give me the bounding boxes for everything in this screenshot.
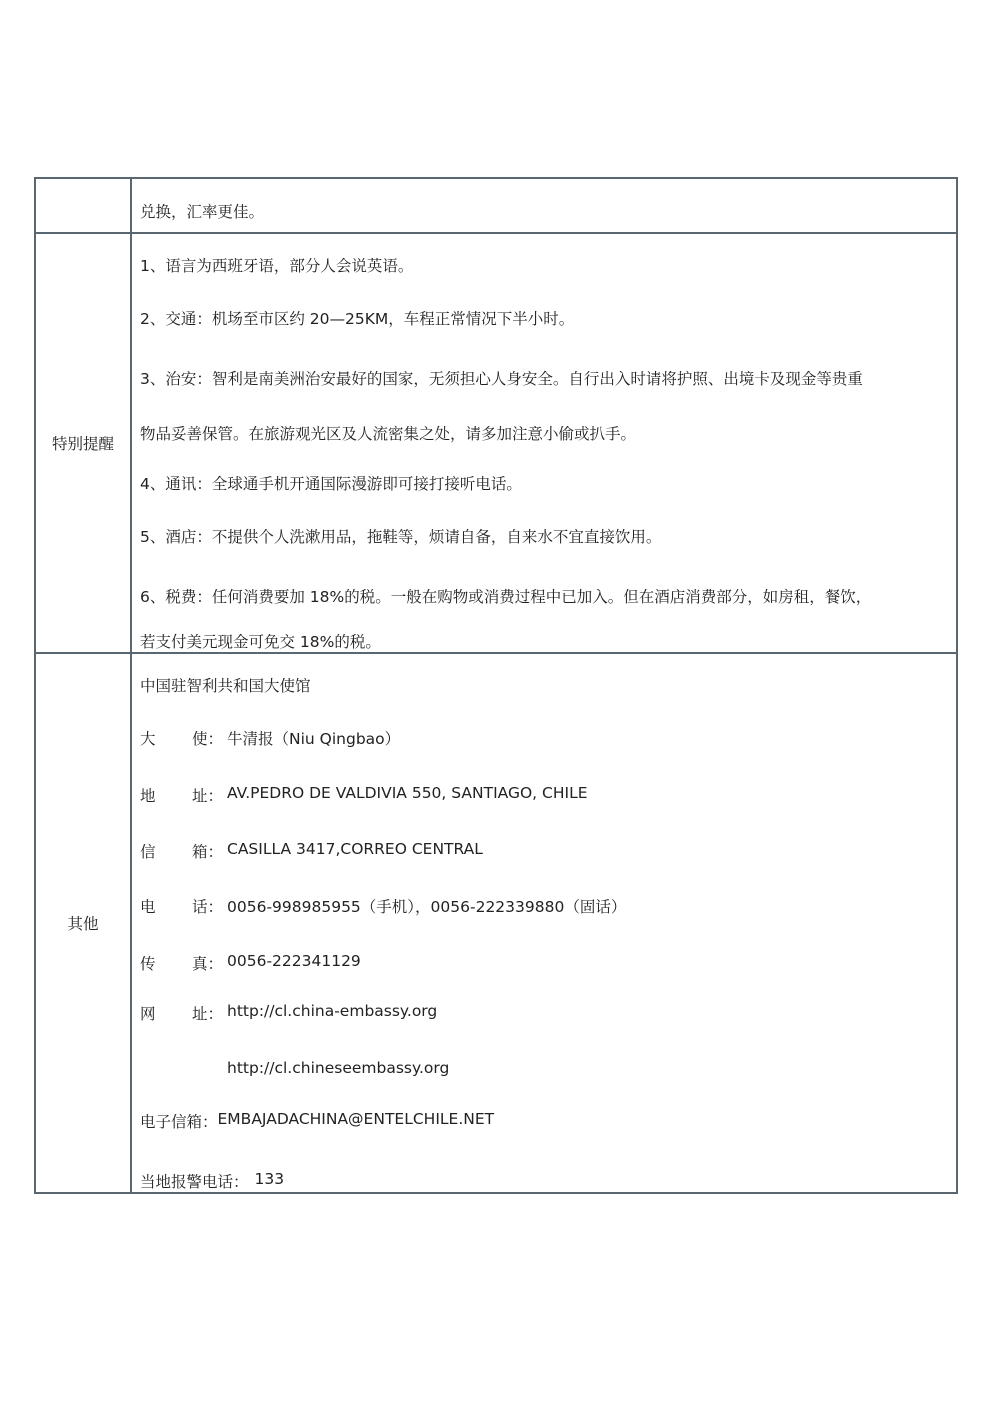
tip-item: 2、交通：机场至市区约 20—25KM，车程正常情况下半小时。 (140, 310, 575, 328)
phone-value: 0056-998985955（手机），0056-222339880（固话） (227, 898, 627, 916)
police-row (140, 1170, 948, 1192)
continuation-row (35, 178, 957, 233)
email-row (140, 1110, 948, 1132)
tip-item: 6、税费：任何消费要加 18%的税。一般在购物或消费过程中已加入。但在酒店消费部分，如房租，餐饮， (140, 588, 872, 606)
mailbox-row (140, 840, 948, 862)
tip-item: 3、治安：智利是南美洲治安最好的国家，无须担心人身安全。自行出入时请将护照、出境卡及现金等贵重 (140, 370, 863, 388)
fax-row (140, 952, 948, 974)
continuation-label (35, 178, 131, 233)
police-label: 当地报警电话： (140, 1173, 249, 1191)
field-key: 网 (140, 1005, 156, 1023)
tips-label: 特别提醒 (35, 233, 131, 653)
email-label: 电子信箱： (140, 1113, 218, 1131)
tip-item: 1、语言为西班牙语，部分人会说英语。 (140, 257, 414, 275)
tip-item: 物品妥善保管。在旅游观光区及人流密集之处，请多加注意小偷或扒手。 (140, 425, 637, 443)
phone-row (140, 895, 948, 917)
other-row (35, 653, 957, 1193)
tip-item: 若支付美元现金可免交 18%的税。 (140, 633, 381, 651)
police-value: 133 (254, 1170, 285, 1188)
fax-value: 0056-222341129 (227, 952, 361, 970)
other-label: 其他 (35, 653, 131, 1193)
ambassador-row (140, 727, 948, 749)
field-key: 址： (192, 1005, 224, 1023)
continuation-text: 兑换，汇率更佳。 (140, 203, 265, 221)
field-key: 电 (140, 898, 156, 916)
ambassador-value: 牛清报（Niu Qingbao） (227, 730, 401, 748)
field-key: 真： (192, 955, 224, 973)
tip-item: 5、酒店：不提供个人洗漱用品，拖鞋等，烦请自备，自来水不宜直接饮用。 (140, 528, 662, 546)
address-value: AV.PEDRO DE VALDIVIA 550, SANTIAGO, CHILE (227, 784, 588, 802)
website-row-2 (140, 1059, 948, 1077)
email-value[interactable]: EMBAJADACHINA@ENTELCHILE.NET (217, 1110, 495, 1128)
field-key: 信 (140, 843, 156, 861)
field-key: 话： (192, 898, 224, 916)
embassy-name: 中国驻智利共和国大使馆 (140, 677, 311, 695)
tip-item: 4、通讯：全球通手机开通国际漫游即可接打接听电话。 (140, 475, 522, 493)
mailbox-value: CASILLA 3417,CORREO CENTRAL (227, 840, 483, 858)
field-key: 传 (140, 955, 156, 973)
website-link-2[interactable]: http://cl.chineseembassy.org (227, 1059, 450, 1077)
field-key: 使： (192, 730, 224, 748)
continuation-content (131, 178, 957, 233)
website-row (140, 1002, 948, 1024)
tips-row (35, 233, 957, 653)
other-content (131, 653, 957, 1193)
field-key: 箱： (192, 843, 224, 861)
field-key: 址： (192, 787, 224, 805)
info-table (34, 177, 958, 1194)
field-key: 地 (140, 787, 156, 805)
address-row (140, 784, 948, 806)
tips-content (131, 233, 957, 653)
website-link-1[interactable]: http://cl.china-embassy.org (227, 1002, 438, 1020)
field-key: 大 (140, 730, 156, 748)
